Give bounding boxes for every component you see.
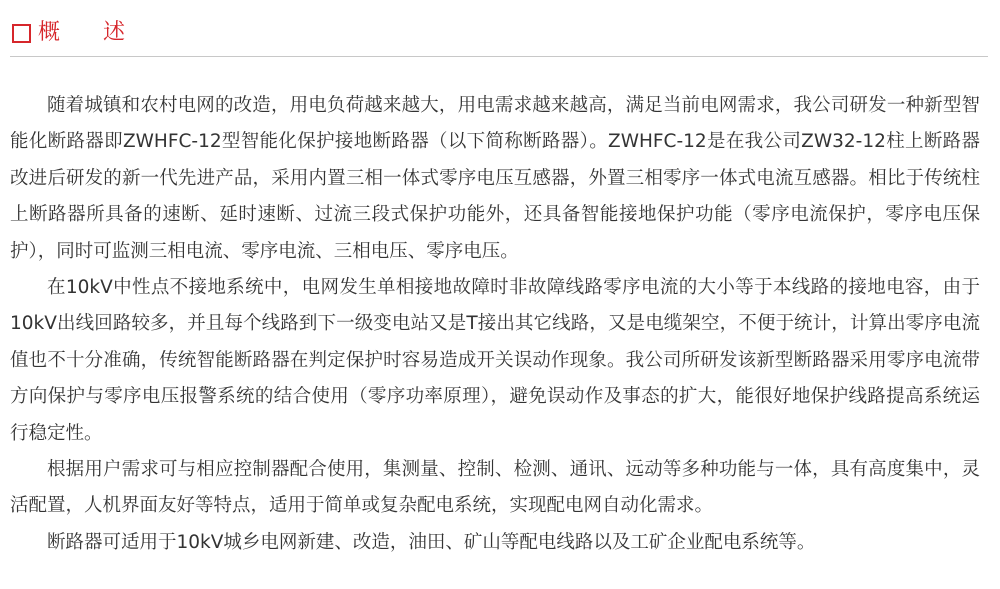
section-header <box>12 18 143 48</box>
paragraph: 随着城镇和农村电网的改造，用电负荷越来越大，用电需求越来越高，满足当前电网需求，我公司研发一种新型智能化断路器即ZWHFC-12型智能化保护接地断路器（以下简称断路器）。ZWHFC-12是在我公司ZW32-12柱上断路器改进后研发的新一代先进产品，采用内置三相一体式零序电压互感器，外置三相零序一体式电流互感器。相比于传统柱上断路器所具备的速断、延时速断、过流三段式保护功能外，还具备智能接地保护功能（零序电流保护，零序电压保护），同时可监测三相电流、零序电流、三相电压、零序电压。 <box>10 95 980 262</box>
paragraph: 断路器可适用于10kV城乡电网新建、改造，油田、矿山等配电线路以及工矿企业配电系统等。 <box>47 531 816 553</box>
divider <box>10 56 988 57</box>
paragraph: 根据用户需求可与相应控制器配合使用，集测量、控制、检测、通讯、远动等多种功能与一体，具有高度集中，灵活配置，人机界面友好等特点，适用于简单或复杂配电系统，实现配电网自动化需求。 <box>10 459 980 517</box>
article-body <box>10 88 980 561</box>
section-title: 概 述 <box>38 20 143 45</box>
square-bullet-icon <box>12 24 31 43</box>
paragraph: 在10kV中性点不接地系统中，电网发生单相接地故障时非故障线路零序电流的大小等于本线路的接地电容，由于10kV出线回路较多，并且每个线路到下一级变电站又是T接出其它线路，又是电缆架空，不便于统计，计算出零序电流值也不十分准确，传统智能断路器在判定保护时容易造成开关误动作现象。我公司所研发该新型断路器采用零序电流带方向保护与零序电压报警系统的结合使用（零序功率原理），避免误动作及事态的扩大，能很好地保护线路提高系统运行稳定性。 <box>10 277 980 444</box>
